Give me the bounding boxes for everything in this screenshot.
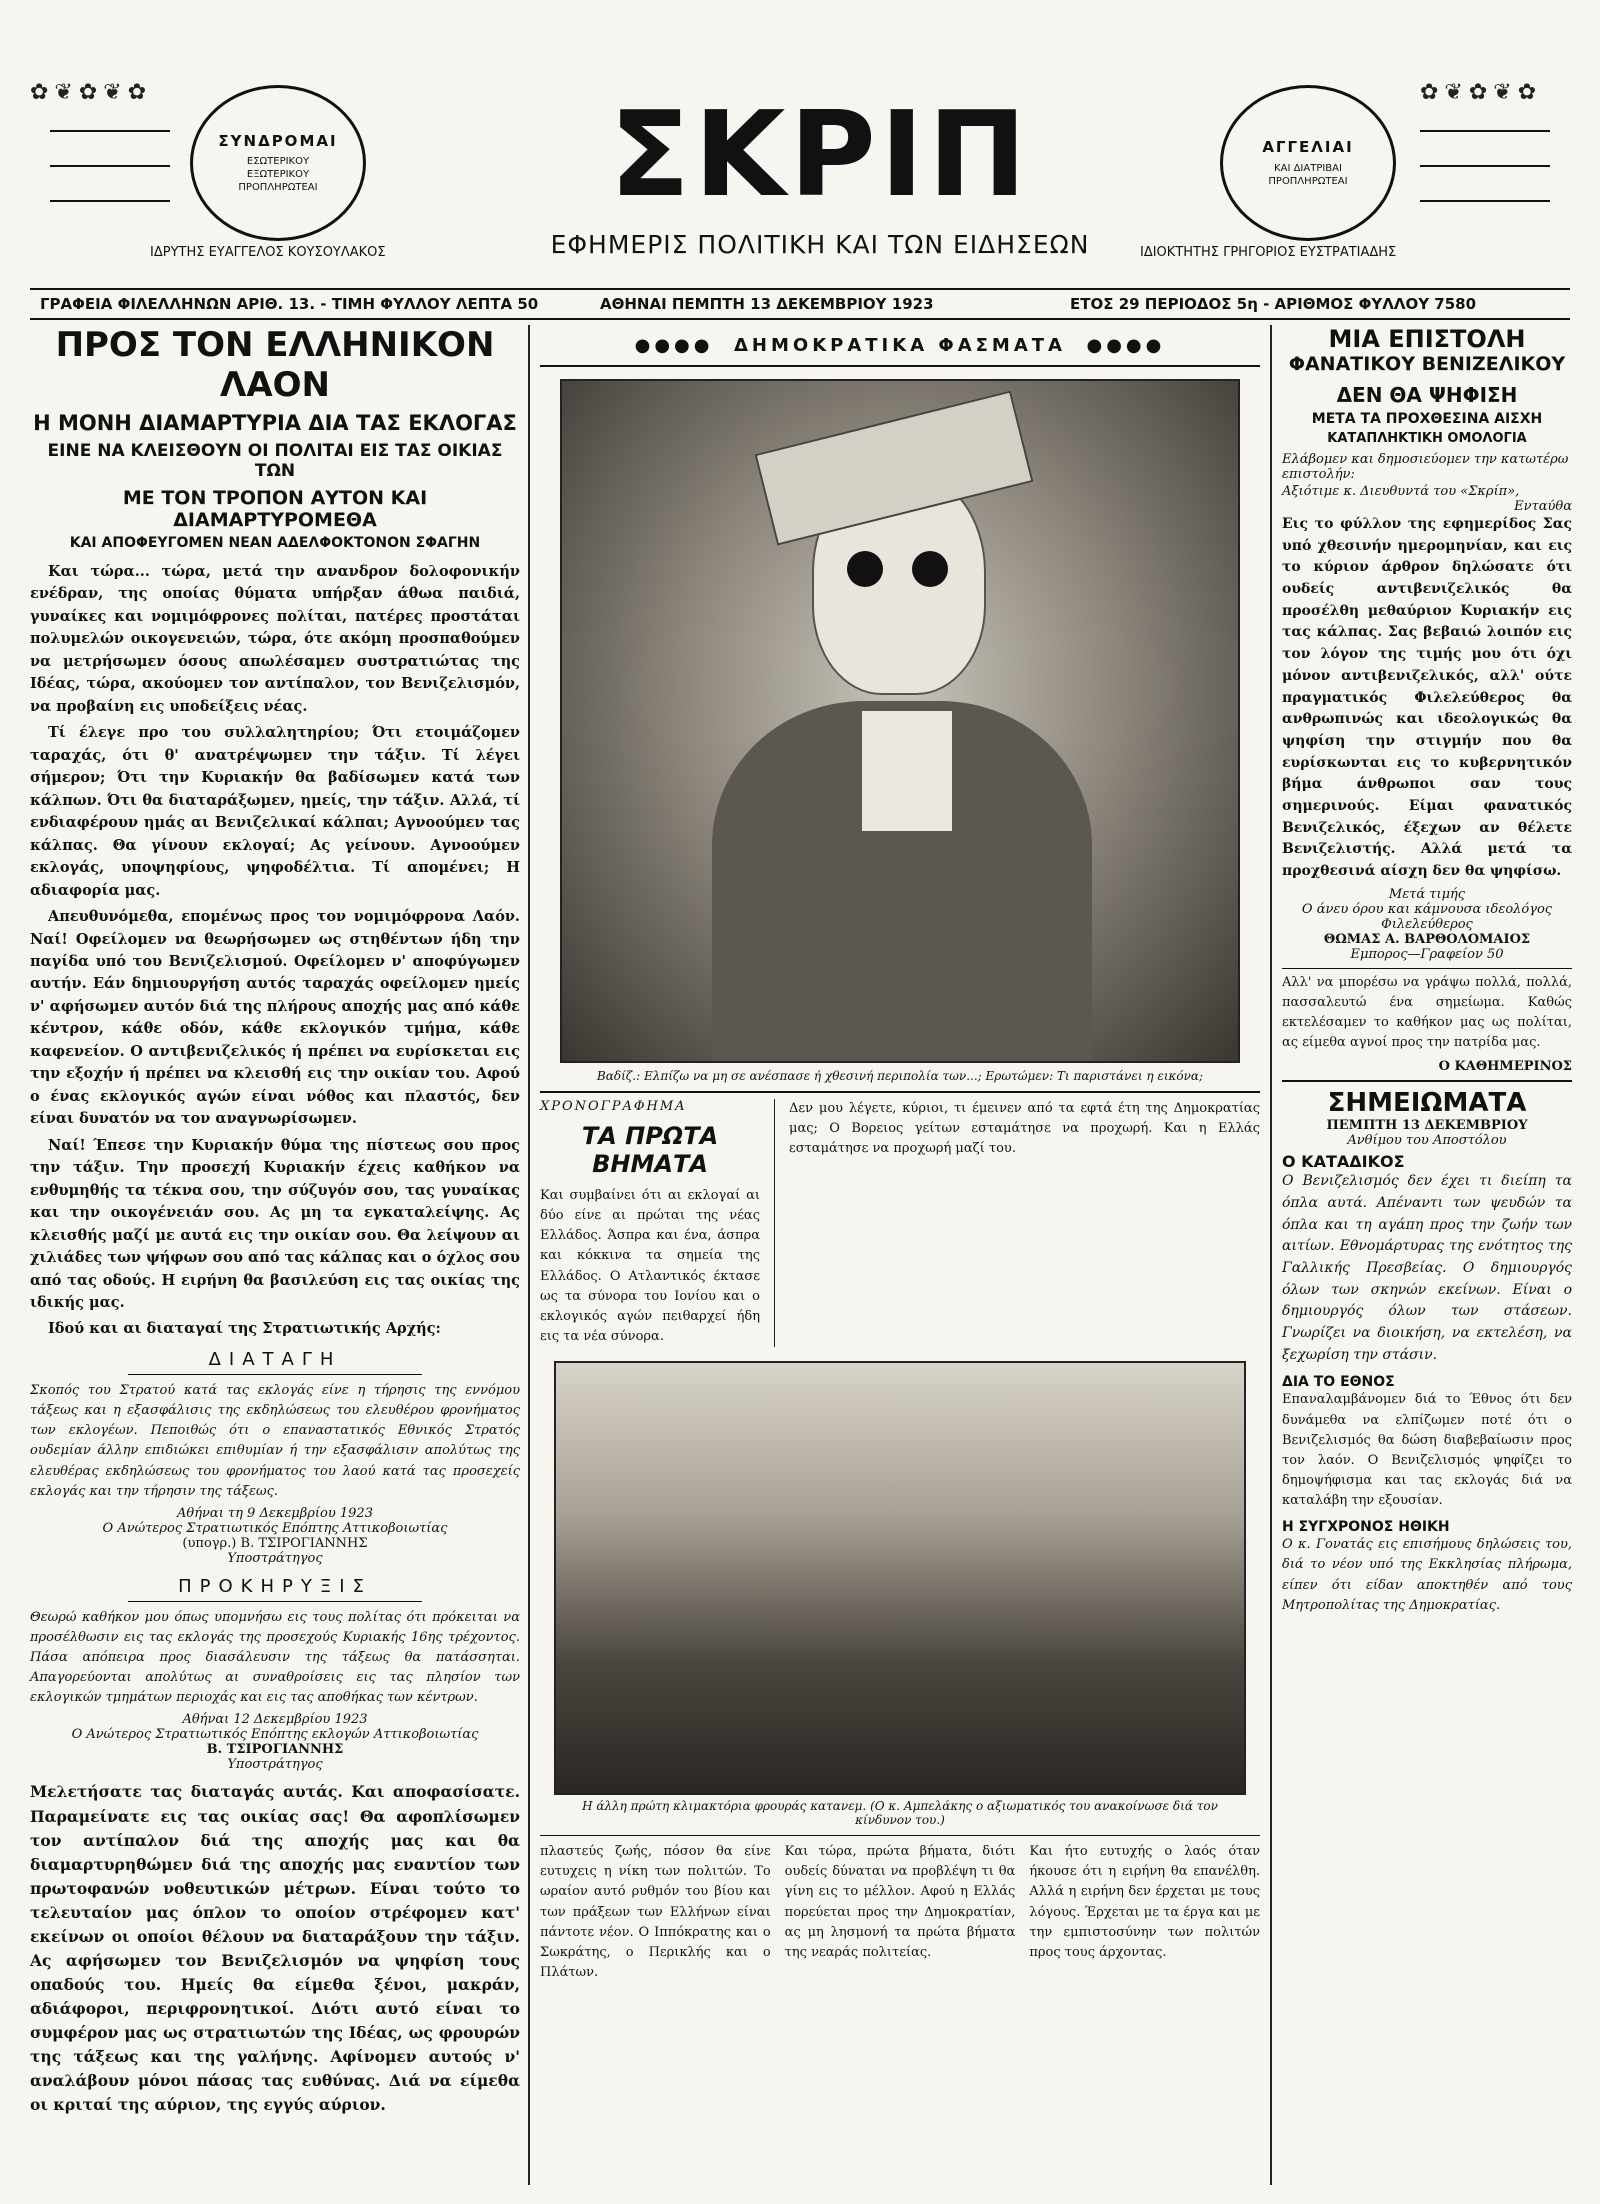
subscriptions-seal: ΣΥΝΔΡΟΜΑΙ ΕΣΩΤΕΡΙΚΟΥ ΕΞΩΤΕΡΙΚΟΥ ΠΡΟΠΛΗΡΩΤΕΑΙ (190, 85, 366, 241)
skull-eye (912, 551, 948, 587)
article-continuation (540, 1842, 1260, 1983)
ornament-rule (1420, 200, 1550, 202)
letter-signature-title: Ο άνευ όρου και κάμνουσα ιδεολόγος Φιλελεύθερος (1301, 901, 1553, 932)
ethnos-heading: ΔΙΑ ΤΟ ΕΘΝΟΣ (1282, 1374, 1395, 1391)
headline-sub: ΜΕ ΤΟΝ ΤΡΟΠΟΝ ΑΥΤΟΝ ΚΑΙ ΔΙΑΜΑΡΤΥΡΟΜΕΘΑ (122, 487, 428, 531)
divider (1282, 968, 1572, 969)
vine-ornament-left: ✿❦✿❦✿ (30, 80, 153, 105)
letter-signature-name: ΘΩΜΑΣ Α. ΒΑΡΘΟΛΟΜΑΙΟΣ (1323, 931, 1531, 947)
proclamation-signatory-rank: Υποστράτηγος (227, 1757, 323, 1773)
notes-body: Ο Βενιζελισμός δεν έχει τι διείπη τα όπλα αυτά. Απέναντι των ψευδών τα όπλα και τη αγάπη προς την ζωήν των αιτίων. Εθνομάρτυρας της ενότητος της Γαλλικής Πρεσβείας. Ο δημιουργός όλων των σκηνών εκείνων. Είναι ο δημιουργός όλων των στάσεων. Γνωρίζει να διοικήση, να εκτελέση, να ξεχωρίση την στάσιν. (1282, 1173, 1572, 1363)
divider (128, 1601, 422, 1602)
uniform-collar (862, 711, 952, 831)
order-signatory: Ο Ανώτερος Στρατιωτικός Επόπτης Αττικοβοιωτίας (102, 1520, 448, 1536)
ornament-icon: ●●●● (1065, 334, 1166, 356)
proclamation-body: Θεωρώ καθήκον μου όπως υπομνήσω εις τους πολίτας ότι πρόκειται να προσέλθωσιν εις τας εκλογάς της προσεχούς Κυριακής 16ης τρέχοντος. Πάσα απόπειρα προς διασάλευσιν της τάξεως θα πατάσσηται. Απαγορεύονται απολύτως αι συναθροίσεις εις τας πλησίον των εκλογικών τμημάτων περιοχάς και εις τας αποθήκας των κέντρων. (30, 1609, 520, 1706)
cartoon-header-text: ΔΗΜΟΚΡΑΤΙΚΑ ΦΑΣΜΑΤΑ (734, 334, 1066, 356)
caricature-illustration (560, 379, 1240, 1063)
ornament-icon: ●●●● (634, 334, 734, 356)
newspaper-title: ΣΚΡΙΠ (609, 85, 1031, 223)
letter-subheadline: ΜΕΤΑ ΤΑ ΠΡΟΧΘΕΣΙΝΑ ΑΙΣΧΗ (1311, 411, 1543, 427)
proclamation-title: ΠΡΟΚΗΡΥΞΙΣ (178, 1575, 372, 1597)
vine-ornament-right: ✿❦✿❦✿ (1420, 80, 1543, 105)
ornament-rule (50, 130, 170, 132)
cartoon-caption: Βαδίζ.: Ελπίζω να μη σε ανέσπασε ή χθεσινή περιπολία των...; Ερωτώμεν: Τι παριστάνει η εικόνα; (596, 1069, 1204, 1083)
photo-caption: Η άλλη πρώτη κλιμακτόρια φρουράς κατανεμ. (Ο κ. Αμπελάκης ο αξιωματικός του ανακοίνωσε διά τον κίνδυνον του.) (582, 1799, 1218, 1828)
editorial-byline: Ο ΚΑΘΗΜΕΡΙΝΟΣ (1438, 1059, 1572, 1075)
article-body: Και τώρα, πρώτα βήματα, διότι ουδείς δύναται να προβλέψη τι θα γίνη εις το μέλλον. Αφού η Ελλάς πορεύεται προς την Δημοκρατίαν, ας μη λησμονή τα πρώτα βήματα της νεαράς πολιτείας. (784, 1844, 1016, 1960)
order-date: Αθήναι τη 9 Δεκεμβρίου 1923 (177, 1505, 373, 1521)
issue-date: ΑΘΗΝΑΙ ΠΕΜΠΤΗ 13 ΔΕΚΕΜΒΡΙΟΥ 1923 (600, 295, 934, 313)
paragraph: Και τώρα... τώρα, μετά την ανανδρον δολοφονικήν ενέδραν, της οποίας θύματα υπήρξαν άθωα παιδιά, γυναίκες και νομιμόφρονες πολίται, πατέρες προστάται πολυμελών οικογενειών, τώρα, ότε ακόμη προσπαθούμεν να μετρήσωμεν όσους απωλέσαμεν συστρατιώτας της Ιδέας, τώρα, ακούομεν τον αντίπαλον, τον Βενιζελισμόν, να προβαίνη εις υποδείξεις νέας. (30, 563, 520, 715)
letter-subheadline: ΚΑΤΑΠΛΗΚΤΙΚΗ ΟΜΟΛΟΓΙΑ (1327, 431, 1527, 446)
column-divider (774, 1099, 775, 1347)
center-column (540, 325, 1260, 1983)
order-body: Σκοπός του Στρατού κατά τας εκλογάς είνε η τήρησις της εννόμου τάξεως και η εξασφάλισις της εκδηλώσεως του ελευθέρου φρονήματος των εκλογέων. Πεποιθώς ότι ο επαναστατικός Εθνικός Στρατός ουδεμίαν άλλην επιδιώκει επιθυμίαν ή την εξασφάλισιν απολύτως της ελευθέρας εκδηλώσεως του φρονήματος του λαού κατά τας προσεχείς εκλογάς και την τήρησιν της τάξεως. (30, 1382, 520, 1499)
paragraph: Τί έλεγε προ του συλλαλητηρίου; Ότι ετοιμάζομεν ταραχάς, ότι θ' ανατρέψωμεν την τάξιν. Τί λέγει σήμερον; Ότι την Κυριακήν θα βαδίσωμεν κατά των κάλπων. Ότι θα διαταράξωμεν, ημείς, την τάξιν. Αλλά, τί ενδιαφέρουν ημάς αι Βενιζελικαί κάλπαι; Αγνοούμεν τας κάλπας. Θα γίνουν εκλογαί; Ας γείνουν. Αγνοούμεν εκλογάς, υποψηφίους, ψηφοδέλτια. Τί απομένει; Η αδιαφορία μας. (30, 724, 520, 899)
letter-place: Ενταύθα (1514, 499, 1572, 514)
editorial-body: Αλλ' να μπορέσω να γράψω πολλά, πολλά, πασσαλευτώ ένα σημείωμα. Καθώς εκτελέσαμεν το καθήκον μας ως πολίται, ας είμεθα αγνοί προς την πατρίδα μας. (1282, 974, 1572, 1051)
ornament-rule (50, 165, 170, 167)
order-title: ΔΙΑΤΑΓΗ (208, 1348, 342, 1370)
order-signatory-name: (υπογρ.) Β. ΤΣΙΡΟΓΙΑΝΝΗΣ (182, 1535, 368, 1551)
paragraph: Ναί! Έπεσε την Κυριακήν θύμα της πίστεως σου προς την τάξιν. Την προσεχή Κυριακήν έχεις καθήκον να ενθυμηθής τα τέκνα σου, την σύζυγόν σου, τας γυναίκας και την οικογένειάν σου. Ας μη τα εγκαταλείψης. Ας κλεισθής μαζί με αυτά εις την οικίαν σου. Θα λείψουν αι χιλιάδες των ψήφων σου από τας κάλπας και ο όχλος σου από τας οδούς. Η ειρήνη θα βασιλεύση εις τας οικίας της ιδικής μας. (30, 1136, 520, 1311)
chronicle-section (540, 1099, 1260, 1347)
letter-signature-address: Εμπορος—Γραφείον 50 (1350, 946, 1504, 962)
letter-headline: ΦΑΝΑΤΙΚΟΥ ΒΕΝΙΖΕΛΙΚΟΥ (1288, 353, 1566, 375)
letter-salutation: Αξιότιμε κ. Διευθυντά του «Σκρίπ», (1282, 484, 1520, 499)
divider (128, 1374, 422, 1375)
article-body (30, 561, 520, 1341)
notes-saint: Ανθίμου του Αποστόλου (1347, 1133, 1507, 1149)
article-body: Δεν μου λέγετε, κύριοι, τι έμεινεν από τα εφτά έτη της Δημοκρατίας μας; Ο Βορειος γείτων εσταμάτησε να προχωρή. Και η Ελλάς εσταμάτησε να προχωρή μαζί του. (789, 1101, 1260, 1157)
skull-eye (847, 551, 883, 587)
divider (540, 1835, 1260, 1836)
letter-subheadline: ΔΕΝ ΘΑ ΨΗΦΙΣΗ (1336, 383, 1518, 407)
ornament-rule (1420, 130, 1550, 132)
proclamation-date: Αθήναι 12 Δεκεμβρίου 1923 (182, 1712, 368, 1728)
ornament-rule (50, 200, 170, 202)
letter-closing: Μετά τιμής (1388, 886, 1466, 902)
headline-sub: Η ΜΟΝΗ ΔΙΑΜΑΡΤΥΡΙΑ ΔΙΑ ΤΑΣ ΕΚΛΟΓΑΣ (33, 411, 517, 435)
article-body: Και ήτο ευτυχής ο λαός όταν ήκουσε ότι η ειρήνη θα επανέλθη. Αλλά η ειρήνη δεν έρχεται με τους λόγους. Έρχεται με τα έργα και με την εμπιστοσύνην των πολιτών προς τους άρχοντας. (1029, 1844, 1261, 1960)
masthead (20, 70, 1580, 270)
ithiki-body: Ο κ. Γονατάς εις επισήμους δηλώσεις του, διά το νέον υπό της Εκκλησίας πλήρωμα, είπεν ότι είδαν αποκτηθέν από τους Μητροπολίτας της Δημοκρατίας. (1282, 1537, 1572, 1613)
notes-title: ΣΗΜΕΙΩΜΑΤΑ (1327, 1088, 1527, 1119)
chronicle-column (540, 1099, 760, 1347)
column-divider (528, 325, 530, 2185)
left-column (30, 325, 520, 2117)
paragraph: Ιδού και αι διαταγαί της Στρατιωτικής Αρχής: (48, 1320, 441, 1338)
notes-subheading: Ο ΚΑΤΑΔΙΚΟΣ (1282, 1152, 1405, 1172)
headline-sub: ΚΑΙ ΑΠΟΦΕΥΓΟΜΕΝ ΝΕΑΝ ΑΔΕΛΦΟΚΤΟΝΟΝ ΣΦΑΓΗΝ (69, 535, 481, 551)
letter-headline: ΜΙΑ ΕΠΙΣΤΟΛΗ (1328, 325, 1526, 353)
newspaper-subtitle: ΕΦΗΜΕΡΙΣ ΠΟΛΙΤΙΚΗ ΚΑΙ ΤΩΝ ΕΙΔΗΣΕΩΝ (550, 230, 1090, 259)
founder-line: ΙΔΡΥΤΗΣ ΕΥΑΓΓΕΛΟΣ ΚΟΥΣΟΥΛΑΚΟΣ (150, 245, 386, 260)
proclamation-signatory-name: Β. ΤΣΙΡΟΓΙΑΝΝΗΣ (206, 1742, 344, 1758)
article-title: ΤΑ ΠΡΩΤΑ ΒΗΜΑΤΑ (581, 1122, 719, 1178)
notes-date: ΠΕΜΠΤΗ 13 ΔΕΚΕΜΒΡΙΟΥ (1326, 1118, 1528, 1134)
right-column (1282, 325, 1572, 1616)
paragraph: Απευθυνόμεθα, επομένως προς τον νομιμόφρονα Λαόν. Ναί! Οφείλομεν να θεωρήσωμεν ως στηθέντων ήδη την παγίδα υπό του Βενιζελισμού. Οφείλομεν ν' αποφύγωμεν αυτήν. Εάν δημιουργήση αυτός ταραχάς οφείλομεν ημείς ν' αφήσωμεν αυτόν διά της πλήρους αποχής μας από κάθε κέντρον, κάθε οδόν, κάθε εκλογικόν τμήμα, κάθε καφενείον. Ο αντιβενιζελικός ή πρέπει να ευρίσκεται εις την εξοχήν ή πρέπει να κλεισθή εις την οικίαν του. Αφού ο ένας εκλογικός αγών είναι νόθος και πλαστός, δεν είναι δυνατόν να τον αναγνωρίσωμεν. (30, 908, 520, 1128)
article-body: Και συμβαίνει ότι αι εκλογαί αι δύο είνε αι πρώται της νέας Ελλάδος. Άσπρα και ένα, άσπρα και κόκκινα τα σημεία της Ελλάδος. Ο Ατλαντικός έκτασε ως τα σύνορα του Ιονίου και ο εκλογικός αγών πειθαρχεί ήδη εις τα νέα σύνορα. (540, 1188, 760, 1344)
main-headline: ΠΡΟΣ ΤΟΝ ΕΛΛΗΝΙΚΟΝ ΛΑΟΝ (55, 325, 495, 405)
letter-body: Εις το φύλλον της εφημερίδος Σας υπό χθεσινήν ημερομηνίαν, και εις το κύριον άρθρον δηλώσατε ότι ουδείς αντιβενιζελικός θα προσέλθη μεθαύριον Κυριακήν εις τας κάλπας. Σας βεβαιώ λοιπόν εις τον λόγον της τιμής μου ότι όχι μόνον αντιβενιζελικός, αλλ' ούτε πραγματικός Φιλελεύθερος θα ανθρωπινώς και ιδεολογικώς θα ψηφίση την στιγμήν που θα ευρίσκωνται εις το κυβερνητικόν βήμα άνθρωποι σαν τους σημερινούς. Είμαι φανατικός Βενιζελικός, έξεχων αν θέλετε Βενιζελιστής. Αλλά μετά τα προχθεσινά αίσχη δεν θα ψηφίσω. (1282, 516, 1572, 879)
owner-line: ΙΔΙΟΚΤΗΤΗΣ ΓΡΗΓΟΡΙΟΣ ΕΥΣΤΡΑΤΙΑΔΗΣ (1140, 245, 1397, 260)
letter-intro: Ελάβομεν και δημοσιεύομεν την κατωτέρω επιστολήν: (1282, 452, 1569, 482)
divider (540, 1091, 1260, 1093)
ithiki-heading: Η ΣΥΓΧΡΟΝΟΣ ΗΘΙΚΗ (1282, 1519, 1450, 1536)
street-scene-photo (554, 1361, 1246, 1795)
closing-paragraph: Μελετήσατε τας διαταγάς αυτάς. Και αποφασίσατε. Παραμείνατε εις τας οικίας σας! Θα αφοπλίσωμεν τον αντίπαλον διά της αποχής μας και θα διαμαρτυρηθώμεν διά της αποχής μας εναντίον των πρωτοφανών νοθευτικών μέτρων. Είναι τούτο το τελευταίον μας όπλον το οποίον στρέφομεν κατ' εκείνων οι οποίοι θέλουν να διαταράξουν την τάξιν. Ας αφήσωμεν τον Βενιζελισμόν να ψηφίση τους οπαδούς του. Ημείς θα είμεθα ξένοι, μακράν, αδιάφοροι, περιφρονητικοί. Διότι αυτό είναι το συμφέρον μας ως στρατιωτών της Ιδέας, ως φρουρών της τάξεως και της γαλήνης. Αφίνομεν αυτούς ν' αναλάβουν μόνοι πάσας τας ευθύνας. Διά να είμεθα οι κριταί της αύριον, της εγγύς αύριον. (30, 1782, 520, 2114)
ethnos-body: Επαναλαμβάνομεν διά το Έθνος ότι δεν δυνάμεθα να ελπίζωμεν ποτέ ότι ο Βενιζελισμός θα δώση διαβεβαίωσιν προς τον λαόν. Ο Βενιζελισμός ψηφίζει το δημοψήφισμα και τας εκλογάς διά να καταλάβη την εξουσίαν. (1282, 1392, 1572, 1509)
article-body: πλαστεύς ζωής, πόσον θα είνε ευτυχεις η νίκη των πολιτών. Το ωραίον αυτό ρυθμόν του βίου και των πράξεων των Ελλήνων είναι πάντοτε νέον. Ο Ιππόκρατης και ο Σωκράτης, ο Περικλής και ο Πλάτων. (540, 1844, 771, 1980)
column-label: ΧΡΟΝΟΓΡΑΦΗΜΑ (540, 1099, 687, 1114)
info-bar (30, 288, 1570, 320)
divider (1282, 1080, 1572, 1082)
column-divider (1270, 325, 1272, 2185)
offices-price: ΓΡΑΦΕΙΑ ΦΙΛΕΛΛΗΝΩΝ ΑΡΙΘ. 13. - ΤΙΜΗ ΦΥΛΛΟΥ ΛΕΠΤΑ 50 (40, 295, 539, 313)
headline-sub: ΕΙΝΕ ΝΑ ΚΛΕΙΣΘΟΥΝ ΟΙ ΠΟΛΙΤΑΙ ΕΙΣ ΤΑΣ ΟΙΚΙΑΣ ΤΩΝ (47, 441, 503, 481)
cartoon-header (540, 325, 1260, 367)
advertisements-seal: ΑΓΓΕΛΙΑΙ ΚΑΙ ΔΙΑΤΡΙΒΑΙ ΠΡΟΠΛΗΡΩΤΕΑΙ (1220, 85, 1396, 241)
order-signatory-rank: Υποστράτηγος (227, 1550, 323, 1566)
issue-number: ΕΤΟΣ 29 ΠΕΡΙΟΔΟΣ 5η - ΑΡΙΘΜΟΣ ΦΥΛΛΟΥ 7580 (1070, 295, 1477, 313)
ornament-rule (1420, 165, 1550, 167)
proclamation-signatory: Ο Ανώτερος Στρατιωτικός Επόπτης εκλογών Αττικοβοιωτίας (71, 1727, 479, 1743)
